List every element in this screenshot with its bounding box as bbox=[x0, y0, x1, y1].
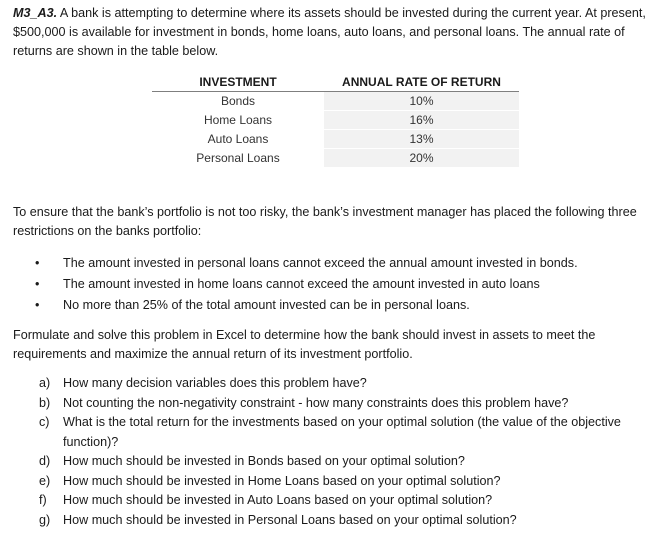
question-item: a) How many decision variables does this problem have? bbox=[39, 376, 367, 390]
table-row bbox=[152, 149, 519, 168]
questions-list bbox=[13, 374, 653, 530]
rates-table bbox=[152, 72, 519, 168]
restrictions-list bbox=[13, 253, 653, 316]
formulate-paragraph: Formulate and solve this problem in Excel to determine how the bank should invest in assets to meet the requirements and maximize the annual return of its investment portfolio. bbox=[13, 328, 596, 361]
table-row bbox=[152, 92, 519, 111]
investment-cell: Bonds bbox=[220, 94, 256, 109]
problem-code: M3_A3. bbox=[13, 6, 58, 20]
question-item: c) What is the total return for the investments based on your optimal solution (the value of the objective function)? bbox=[39, 415, 621, 449]
rate-cell: 13% bbox=[324, 130, 519, 149]
rate-cell: 10% bbox=[324, 92, 519, 111]
list-item: • The amount invested in personal loans cannot exceed the annual amount invested in bonds. bbox=[13, 253, 653, 274]
list-item: • The amount invested in home loans cannot exceed the amount invested in auto loans bbox=[13, 274, 653, 295]
table-header-row bbox=[152, 72, 519, 92]
question-item: e) How much should be invested in Home Loans based on your optimal solution? bbox=[39, 473, 501, 488]
header-annual-rate: ANNUAL RATE OF RETURN bbox=[324, 72, 519, 92]
problem-intro bbox=[13, 4, 653, 61]
table-row bbox=[152, 130, 519, 149]
investment-cell: Auto Loans bbox=[207, 132, 269, 146]
spacer bbox=[13, 168, 653, 203]
question-item: d) How much should be invested in Bonds based on your optimal solution? bbox=[39, 454, 465, 468]
question-item: b) Not counting the non-negativity constraint - how many constraints does this problem have? bbox=[39, 395, 569, 410]
bullet-icon: • bbox=[35, 277, 40, 291]
bullet-icon: • bbox=[35, 298, 40, 312]
investment-cell: Personal Loans bbox=[196, 151, 280, 165]
question-item: g) How much should be invested in Personal Loans based on your optimal solution? bbox=[39, 512, 517, 527]
problem-text: A bank is attempting to determine where its assets should be invested during the current year. At present, $500,000 is available for investment in bonds, home loans, auto loans, and personal loans. The annual rate of returns are shown in the table below. bbox=[13, 6, 646, 58]
document bbox=[13, 4, 653, 530]
question-item: f) How much should be invested in Auto Loans based on your optimal solution? bbox=[39, 493, 493, 507]
rate-cell: 20% bbox=[324, 149, 519, 168]
table-row bbox=[152, 111, 519, 130]
restrictions-intro: To ensure that the bank’s portfolio is not too risky, the bank’s investment manager has placed the following three restrictions on the banks portfolio: bbox=[13, 205, 637, 238]
list-item: • No more than 25% of the total amount invested can be in personal loans. bbox=[13, 295, 653, 316]
investment-cell: Home Loans bbox=[203, 113, 273, 127]
bullet-icon: • bbox=[35, 256, 40, 270]
header-investment: INVESTMENT bbox=[152, 72, 324, 92]
rate-cell: 16% bbox=[324, 111, 519, 130]
